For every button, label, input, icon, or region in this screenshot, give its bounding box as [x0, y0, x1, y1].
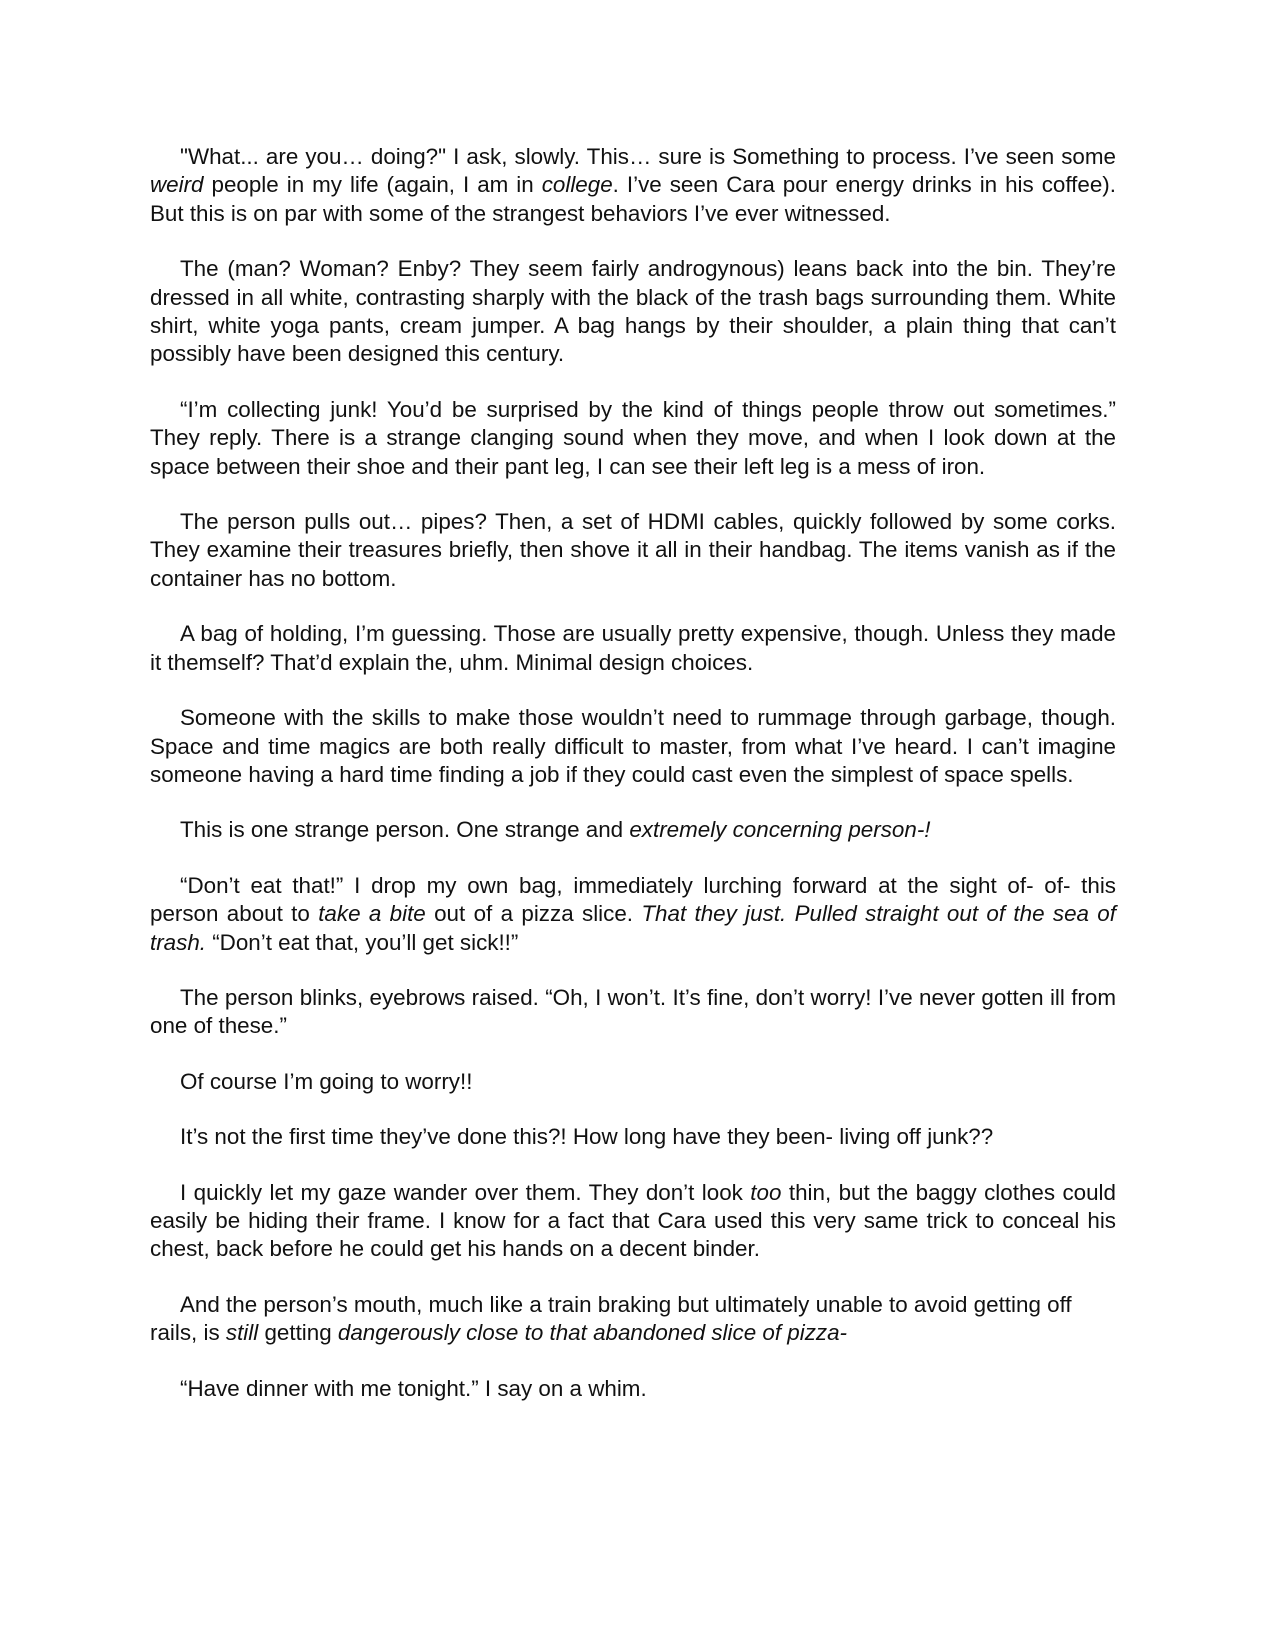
body-text: I quickly let my gaze wander over them. They don’t look	[180, 1179, 751, 1205]
body-text: The (man? Woman? Enby? They seem fairly androgynous) leans back into the bin. They’re dressed in all white, contrasting sharply with the black of the trash bags surrounding them. White shirt, white yoga pants, cream jumper. A bag hangs by their shoulder, a plain thing that can’t possibly have been designed this century.	[150, 256, 1116, 367]
body-text: . I’ve seen Cara pour energy drinks in his coffee). But this is on par with some of the strangest behaviors I’ve ever witnessed.	[150, 172, 1116, 226]
paragraph	[150, 143, 1116, 228]
body-text: The person blinks, eyebrows raised. “Oh, I won’t. It’s fine, don’t worry! I’ve never gotten ill from one of these.”	[150, 984, 1116, 1039]
body-text: It’s not the first time they’ve done this?! How long have they been- living off junk??	[180, 1124, 994, 1150]
paragraph	[150, 872, 1116, 957]
body-text: The person pulls out… pipes? Then, a set of HDMI cables, quickly followed by some corks. They examine their treasures briefly, then shove it all in their handbag. The items vanish as if the container has no bottom.	[150, 509, 1116, 591]
paragraph	[150, 620, 1116, 677]
body-text: “I’m collecting junk! You’d be surprised by the kind of things people throw out sometimes.” They reply. There is a strange clanging sound when they move, and when I look down at the space between their shoe and their pant leg, I can see their left leg is a mess of iron.	[150, 396, 1116, 479]
paragraph	[150, 984, 1116, 1041]
body-text: Of course I’m going to worry!!	[180, 1068, 473, 1094]
document-page	[150, 143, 1116, 1430]
italic-text: too	[750, 1179, 782, 1205]
italic-text: weird	[150, 172, 204, 198]
paragraph	[150, 816, 1116, 844]
paragraph	[150, 704, 1116, 789]
paragraph	[150, 508, 1116, 593]
paragraph	[150, 1123, 1116, 1151]
italic-text: dangerously close to that abandoned slice of pizza-	[337, 1320, 847, 1346]
paragraph	[150, 1179, 1116, 1264]
body-text: out of a pizza slice.	[425, 901, 642, 927]
body-text: “Don’t eat that!” I drop my own bag, immediately lurching forward at the sight of- of- this person about to	[150, 872, 1116, 927]
body-text: A bag of holding, I’m guessing. Those are usually pretty expensive, though. Unless they made it themself? That’d explain the, uhm. Minimal design choices.	[150, 621, 1116, 675]
body-text: thin, but the baggy clothes could easily be hiding their frame. I know for a fact that Cara used this very same trick to conceal his chest, back before he could get his hands on a decent binder.	[150, 1179, 1116, 1262]
paragraph	[150, 396, 1116, 481]
italic-text: still	[225, 1320, 259, 1346]
paragraph	[150, 255, 1116, 369]
italic-text: college	[541, 172, 613, 198]
body-text: Someone with the skills to make those wouldn’t need to rummage through garbage, though. Space and time magics are both really difficult to master, from what I’ve heard. I can’t imagine someone having a hard time finding a job if they could cast even the simplest of space spells.	[150, 705, 1116, 787]
italic-text: take a bite	[318, 901, 426, 927]
italic-text: That they just. Pulled straight out of the sea of trash.	[150, 901, 1116, 955]
paragraph	[150, 1291, 1116, 1348]
body-text: This is one strange person. One strange and	[180, 817, 630, 843]
body-text: “Don’t eat that, you’ll get sick!!”	[206, 929, 519, 955]
body-text: "What... are you… doing?" I ask, slowly. This… sure is Something to process. I’ve seen some	[180, 144, 1116, 169]
italic-text: extremely concerning person-!	[629, 817, 931, 843]
body-text: people in my life (again, I am in	[203, 172, 542, 198]
body-text: And the person’s mouth, much like a train braking but ultimately unable to avoid getting off rails, is	[150, 1291, 1072, 1346]
body-text: getting	[258, 1320, 338, 1346]
paragraph	[150, 1068, 1116, 1096]
paragraph	[150, 1375, 1116, 1403]
body-text: “Have dinner with me tonight.” I say on a whim.	[180, 1375, 647, 1401]
